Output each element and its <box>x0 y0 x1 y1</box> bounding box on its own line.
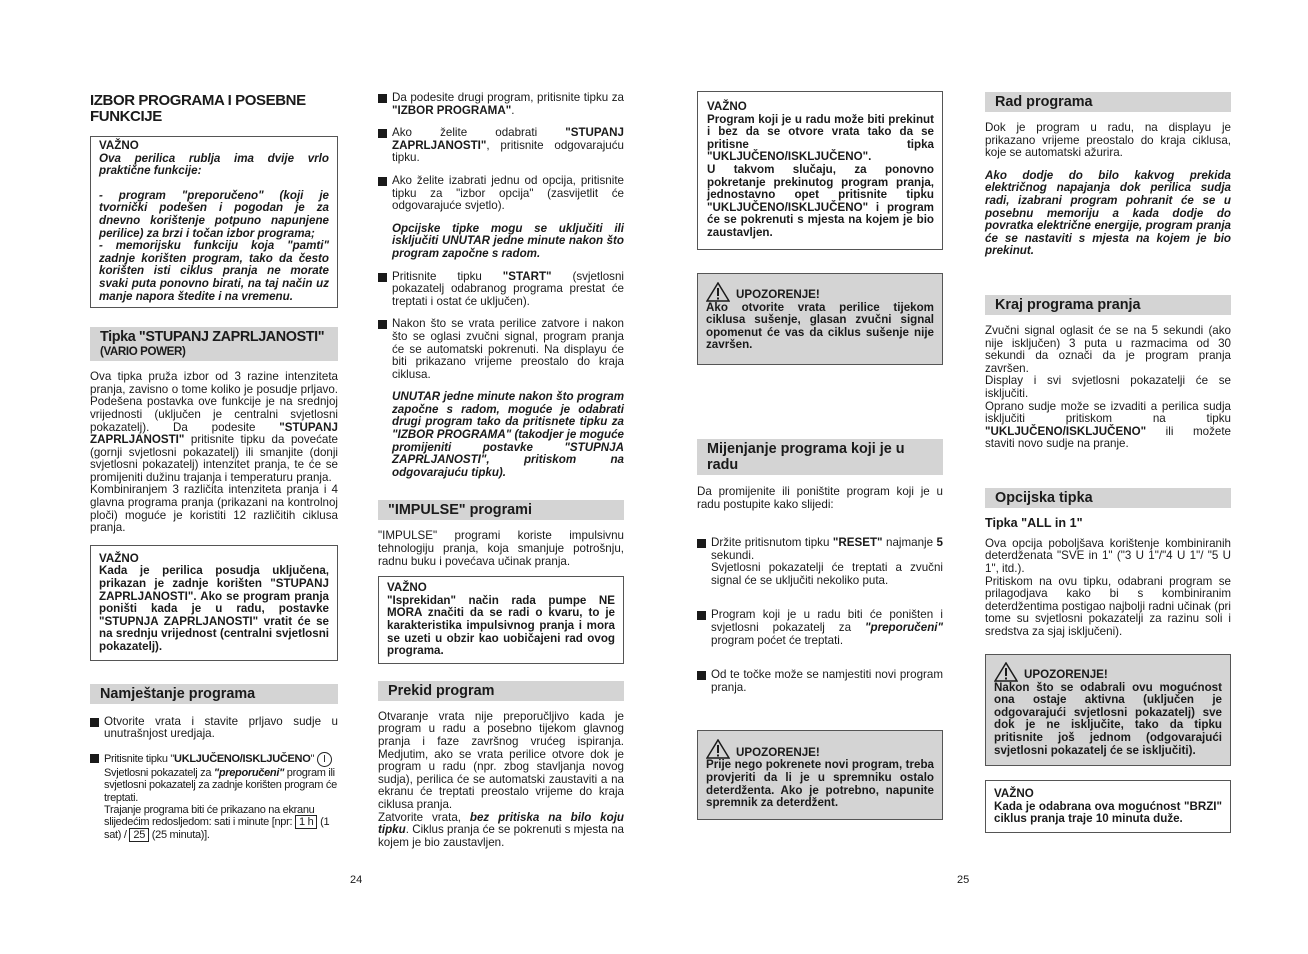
paragraph: Ako dodje do bilo kakvog prekida električnog napajanja dok perilica sudja radi, izabrani program pohranit će se u posebnu memoriju a kada dodje do povratka električne energije, program pranja će se nastaviti s mjesta na kojem je bio prekinut. <box>985 168 1231 258</box>
text: Ako želite odabrati <box>392 126 566 140</box>
vazno-box <box>378 576 624 664</box>
section-bar-tipka <box>90 327 338 361</box>
text: "START" <box>502 269 552 283</box>
page-number-right: 25 <box>957 874 970 886</box>
vazno-text: Kada je perilica posudja uključena, prikazan je zadnje korišten "STUPANJ ZAPRLJANOSTI". Ako se program pranja poništi kada je u radu, postavke "STUPNJA ZAPRLJANOSTI" vratit će se na srednju vrijednost (centralni svjetlosni pokazatelj). <box>99 564 329 653</box>
text: Da podesite drugi program, pritisnite tipku za <box>392 91 624 104</box>
text: Svjetlosni pokazatelj za <box>104 766 214 779</box>
text: Zatvorite vrata, <box>378 810 470 824</box>
text: ili možete staviti novo sudje na pranje. <box>985 424 1231 451</box>
section-bar-impulse: "IMPULSE" programi <box>378 500 624 520</box>
text: najmanje <box>882 536 937 550</box>
column-3 <box>697 91 943 820</box>
vazno-text: Ova perilica rublja ima dvije vrlo praktične funkcije: <box>99 151 329 178</box>
text: Program koji je u radu biti će poništen i svjetlosni pokazatelj za <box>711 608 943 635</box>
paragraph: Otvaranje vrata nije preporučljivo kada je program u radu a posebno tijekom glavnog pranja i faze završnog vrućeg ispiranja. Medjutim, ako se vrata perilice otvore dok je program u radu (npr. zbog stavljanja novog sudja), perilica će se automatski zaustaviti a na ekranu će treptati preostalo vrijeme do kraja ciklusa pranja. <box>378 709 624 811</box>
paragraph: Ova opcija poboljšava korištenje kombiniranih deterdženata "SVE in 1" ("3 U 1"/"4 U 1"/ "5 U 1", itd.). <box>985 536 1231 576</box>
text: "RESET" <box>832 536 883 550</box>
text: "preporučeni" <box>865 621 943 635</box>
warning-text: Ako otvorite vrata perilice tijekom ciklusa sušenje, glasan zvučni signal opomenut će vas da ciklus sušenje nije završen. <box>706 300 934 352</box>
vazno-text: Kada je odabrana ova mogućnost "BRZI" ciklus pranja traje 10 minuta duže. <box>994 799 1222 826</box>
vazno-text: - memorijsku funkciju koja "pamti" zadnje korišten program, tako da često korišten isti ciklus pranja ne morate svaki puta ponovno birati, na taj način uz manje napora štedite i na vremenu. <box>99 239 329 303</box>
list-item <box>697 669 943 694</box>
warning-triangle-icon <box>706 739 730 759</box>
text: Pritisnite tipku " <box>104 752 175 765</box>
warning-header <box>994 662 1222 682</box>
paragraph <box>90 371 338 484</box>
vazno-text: - program "preporučeno" (koji je tvornički podešen i pogodan je za dnevno korištenje potpuno napunjene perilice) za brzi i točan izbor programa; <box>99 188 329 240</box>
paragraph: Zvučni signal oglasit će se na 5 sekundi (ako nije isključen) 3 puta u razmacima od 30 sekundi da označi da je program pranja završen. <box>985 323 1231 375</box>
text: Svjetlosni pokazatelji će treptati a zvučni signal će se uključiti nekoliko puta. <box>711 561 943 587</box>
warning-box-1 <box>697 273 943 365</box>
paragraph: "IMPULSE" programi koriste impulsivnu tehnologiju pranja, koja smanjuje potrošnju, radnu buku i povećava učinak pranja. <box>378 529 624 568</box>
warning-text: Nakon što se odabrali ovu mogućnost ona ostaje aktivna (uključen je odgovarajući svjetlosni pokazatelj) sve dok je ne isključite, tako da tipku pritisnite još jednom (odgovarajući svjetlosni pokazatelj će se isključiti). <box>994 680 1222 757</box>
list-item <box>90 752 338 841</box>
text: (1 sat) / <box>104 816 330 841</box>
vazno-box <box>985 780 1231 833</box>
list-item <box>378 127 624 165</box>
list-item <box>378 92 624 117</box>
text: (svjetlosni pokazatelj odabranog programa prestat će treptati i ostat će uključen). <box>392 269 624 308</box>
vazno-text: Program koji je u radu može biti prekinut i bez da se otvore vrata tako da se pritisne tipka "UKLJUČENO/ISKLJUČENO". U takvom slučaju, za ponovno pokretanje prekinutog program pranja, jednostavno opet pritisnite tipku "UKLJUČENO/ISKLJUČENO" i program će se pokrenuti s mjesta na kojem je bio zaustavljen. <box>707 112 934 239</box>
text: "IZBOR PROGRAMA" <box>392 103 512 117</box>
vazno-label: VAŽNO <box>99 139 139 152</box>
list-item <box>378 271 624 309</box>
note: UNUTAR jedne minute nakon što program započne s radom, moguće je odabrati drugi program tako da pritisnete tipku za "IZBOR PROGRAMA" (takodjer je moguće promijeniti postavke "STUPNJA ZAPRLJANOSTI", pritiskom na odgovarajuću tipku). <box>392 390 624 479</box>
vazno-label: VAŽNO <box>99 551 139 565</box>
text: bez pritiska na bilo koju tipku <box>378 810 624 837</box>
subsection-title: Tipka "ALL in 1" <box>985 515 1083 530</box>
text: sekundi. <box>711 548 755 562</box>
section-title-izbor: IZBOR PROGRAMA I POSEBNE FUNKCIJE <box>90 92 306 125</box>
paragraph: Da promijenite ili poništite program koji je u radu postupite kako slijedi: <box>697 484 943 511</box>
warning-triangle-icon <box>706 282 730 302</box>
text: Nakon što se vrata perilice zatvore i nakon što se oglasi zvučni signal, program pranja će se automatski pokrenuti. Na displayu će biti prikazano vrijeme preostalo do kraja ciklusa. <box>392 317 624 381</box>
vazno-label: VAŽNO <box>994 787 1034 801</box>
warning-label: UPOZORENJE! <box>736 287 820 301</box>
text: "STUPANJ ZAPRLJANOSTI" <box>392 126 624 152</box>
section-bar-kraj: Kraj programa pranja <box>985 295 1231 315</box>
text: Trajanje programa biti će prikazano na ekranu slijedećim redosljedom: sati i minute [npr: <box>104 804 315 829</box>
text: pritisnite tipku da povećate (gornji svjetlosni pokazatelj) ili smanjite (donji svjetlosni pokazatelj) intenzitet pranja, te će se promijeniti dužinu trajanja i temperaturu pranja. <box>90 433 338 484</box>
text: Od te točke može se namjestiti novi program pranja. <box>711 668 943 694</box>
column-1 <box>90 93 338 841</box>
warning-text: Prije nego pokrenete novi program, treba provjeriti da li je u spremniku ostalo deterdženta. Ako je potrebno, napunite spremnik za deterdžent. <box>706 758 934 810</box>
paragraph: Display i svi svjetlosni pokazatelji će se isključiti. <box>985 374 1231 400</box>
section-subtitle: (VARIO POWER) <box>100 345 186 359</box>
paragraph <box>378 812 624 850</box>
warning-box-2 <box>697 730 943 819</box>
vazno-text: "Isprekidan" način rada pumpe NE MORA značiti da se radi o kvaru, to je karakteristika impulsivnog pranja i mora se uzeti u obzir kao uobičajeni rad ovog programa. <box>387 593 615 658</box>
text: "UKLJUČENO/ISKLJUČENO" <box>985 424 1147 438</box>
warning-triangle-icon <box>994 662 1018 682</box>
text: Oprano sudje može se izvaditi a perilica sudja isključiti pritiskom na tipku <box>985 399 1231 426</box>
vazno-box <box>697 91 943 250</box>
list-item <box>378 175 624 213</box>
display-minutes: 25 <box>129 828 149 842</box>
section-bar-rad: Rad programa <box>985 92 1231 112</box>
text: " <box>310 752 315 765</box>
text: . <box>511 103 515 117</box>
list-item <box>378 318 624 381</box>
text: , pritisnite odgovarajuću tipku. <box>392 138 624 165</box>
list-item <box>697 537 943 587</box>
note: Opcijske tipke mogu se uključiti ili isključiti UNUTAR jedne minute nakon što program započne s radom. <box>392 221 624 260</box>
text: 5 <box>936 536 943 550</box>
warning-label: UPOZORENJE! <box>736 745 820 759</box>
text: . Ciklus pranja će se pokrenuti s mjesta na kojem je bio zaustavljen. <box>378 823 624 849</box>
warning-label: UPOZORENJE! <box>1024 668 1108 682</box>
text: UKLJUČENO/ISKLJUČENO <box>174 752 311 765</box>
text: program poćet će treptati. <box>711 633 844 647</box>
list-item <box>90 716 338 741</box>
section-bar-namjestanje: Namještanje programa <box>90 684 338 704</box>
text: "STUPANJ ZAPRLJANOSTI" <box>90 420 338 447</box>
warning-box-3 <box>985 654 1231 767</box>
column-2 <box>378 92 624 849</box>
section-bar-prekid: Prekid program <box>378 681 624 701</box>
text: Ova tipka pruža izbor od 3 razine intenziteta pranja, zavisno o tome koliko je posudje prljavo. Podešena postavka ove funkcije je na srednjoj vrijednosti (uključen je centralni svjetlosni pokazatelj). Da podesite <box>90 370 338 434</box>
paragraph: Kombiniranjem 3 različita intenziteta pranja i 4 glavna programa pranja (prikazani na kontrolnoj ploči) moguće je koristiti 12 različitih ciklusa pranja. <box>90 483 338 535</box>
warning-header <box>706 282 934 302</box>
vazno-box-1 <box>90 136 338 308</box>
vazno-box-2 <box>90 545 338 661</box>
power-icon: I <box>317 752 332 767</box>
section-title: Tipka "STUPANJ ZAPRLJANOSTI" <box>100 329 325 346</box>
column-4 <box>985 92 1231 833</box>
section-bar-opcijska: Opcijska tipka <box>985 488 1231 508</box>
paragraph <box>985 401 1231 451</box>
text: Pritisnite tipku <box>392 269 503 283</box>
text: (25 minuta)]. <box>149 828 210 841</box>
text: "preporučeni" <box>213 766 285 779</box>
text: Ako želite izabrati jednu od opcija, pritisnite tipku za "izbor opcija" (zasvijetlit će odgovarajuće svjetlo). <box>392 173 624 213</box>
display-hours: 1 h <box>295 815 317 829</box>
text: Otvorite vrata i stavite prljavo sudje u unutrašnjost uredjaja. <box>104 714 338 741</box>
page-number-left: 24 <box>350 874 363 886</box>
vazno-label: VAŽNO <box>387 581 427 595</box>
warning-header <box>706 739 934 759</box>
list-item <box>697 609 943 647</box>
section-bar-mijenjanje: Mijenjanje programa koji je u radu <box>697 439 943 475</box>
text: program ili svjetlosni pokazatelj za zadnje korišten program će treptati. <box>104 766 337 804</box>
vazno-label: VAŽNO <box>707 100 747 113</box>
paragraph: Pritiskom na ovu tipku, odabrani program se prilagodjava kako bi s kombiniranim deterdžentima postigao najbolji radni učinak (pri tome su svjetlosni pokazatelji za razinu soli i sredstva za sjaj isključeni). <box>985 574 1231 639</box>
text: Držite pritisnutom tipku <box>711 536 833 550</box>
paragraph: Dok je program u radu, na displayu je prikazano vrijeme preostalo do kraja ciklusa, koje se automatski ažurira. <box>985 121 1231 160</box>
